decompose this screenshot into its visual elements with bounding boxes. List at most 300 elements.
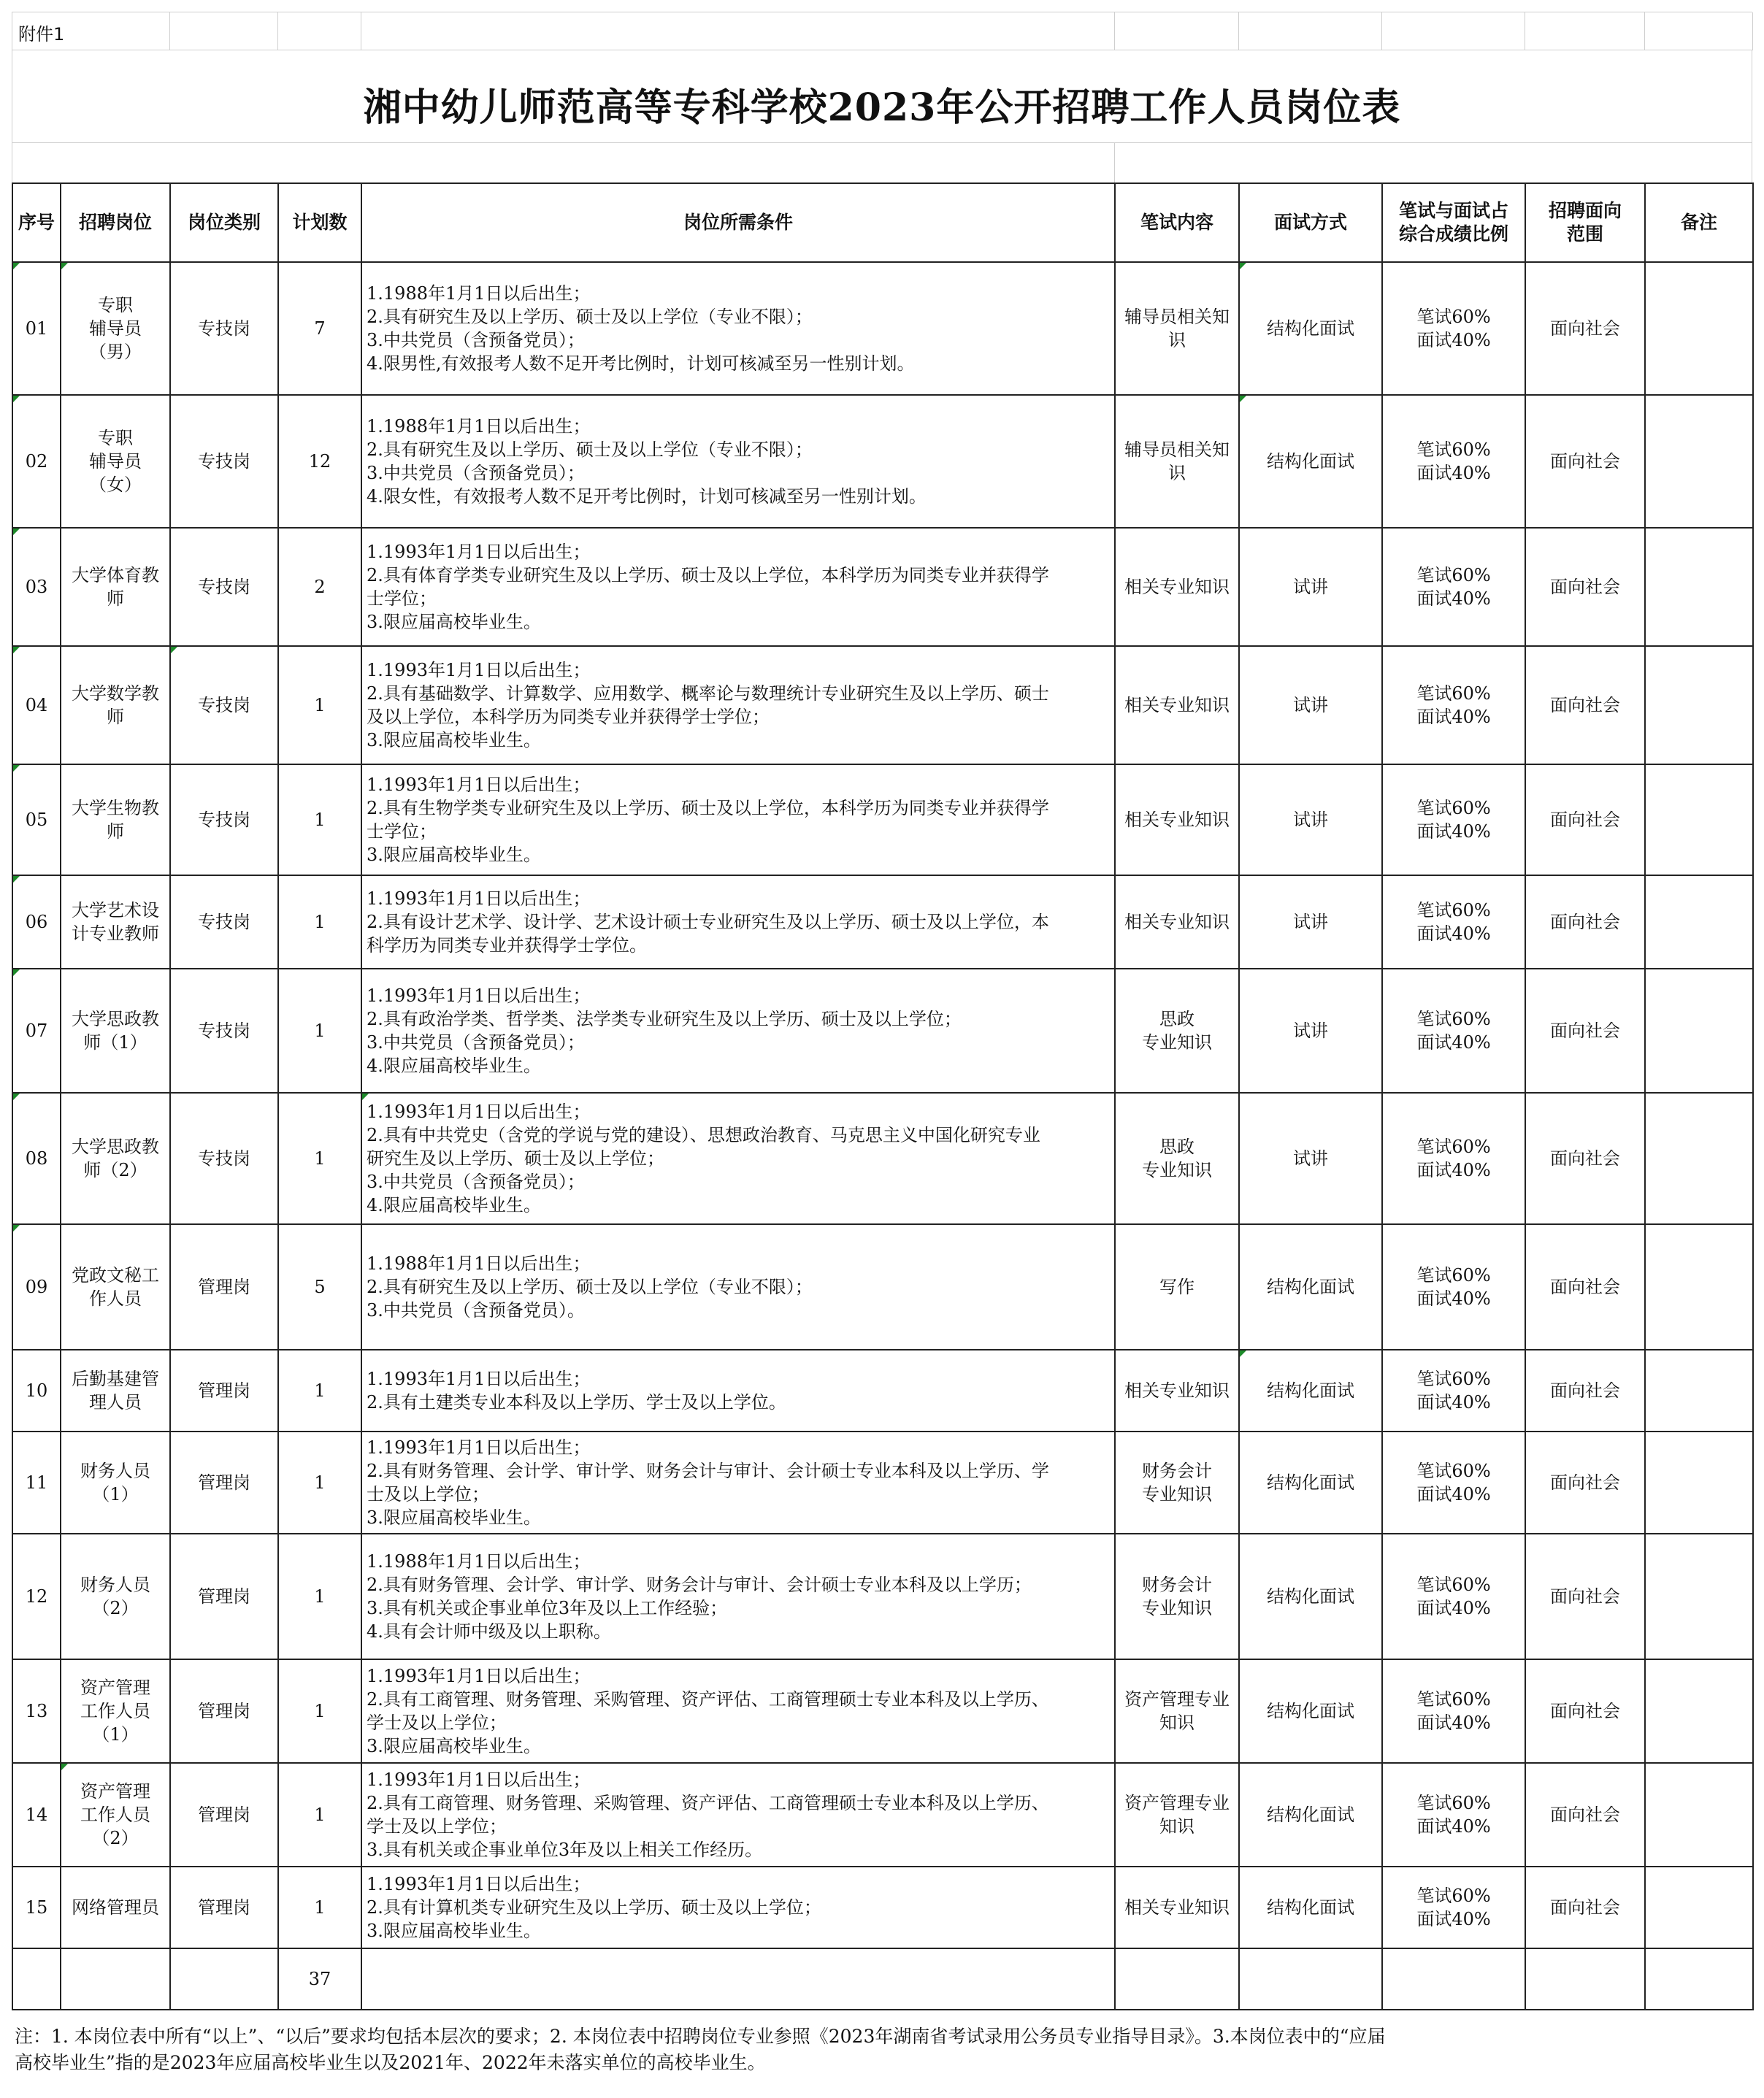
cell-position-line: 大学艺术设 [72, 900, 159, 921]
cell-requirements[interactable] [361, 1867, 1115, 1948]
cell-ratio-line: 笔试60% [1416, 1886, 1491, 1906]
cell-ratio-line: 笔试60% [1416, 565, 1491, 585]
cell-position-line: （男） [89, 342, 142, 362]
cell-written[interactable] [1115, 646, 1239, 764]
cell-position-line: 网络管理员 [72, 1897, 159, 1918]
cell-written-line: 思政 [1159, 1009, 1194, 1029]
cell-requirements-line: 3.限应届高校毕业生。 [367, 730, 541, 750]
cell-position[interactable] [61, 395, 170, 528]
cell-no[interactable]: 09 [12, 1224, 61, 1350]
cell-requirements-line: 4.限应届高校毕业生。 [367, 1195, 541, 1215]
cell-ratio-line: 笔试60% [1416, 1369, 1491, 1389]
cell-requirements-line: 3.限应届高校毕业生。 [367, 1736, 541, 1756]
cell-position-line: 工作人员 [80, 1701, 150, 1721]
cell-requirements-line: 2.具有生物学类专业研究生及以上学历、硕士及以上学位，本科学历为同类专业并获得学 [367, 798, 1049, 818]
cell-count[interactable]: 1 [278, 1534, 361, 1659]
cell-requirements-line: 1.1993年1月1日以后出生； [367, 1369, 591, 1389]
cell-requirements[interactable] [361, 1659, 1115, 1763]
cell-scope[interactable]: 面向社会 [1525, 1432, 1645, 1534]
cell-position-line: 专职 [98, 295, 133, 315]
cell-requirements[interactable] [361, 262, 1115, 395]
cell-ratio-line: 面试40% [1416, 463, 1491, 483]
table-row [12, 1763, 1753, 1867]
cell-no[interactable]: 13 [12, 1659, 61, 1763]
cell-written[interactable] [1115, 1350, 1239, 1432]
cell-requirements-line: 研究生及以上学历、硕士及以上学位； [367, 1148, 664, 1169]
cell-no[interactable]: 05 [12, 764, 61, 875]
cell-scope[interactable]: 面向社会 [1525, 1659, 1645, 1763]
cell-remarks[interactable] [1645, 875, 1753, 969]
cell-position-line: 师（2） [83, 1160, 147, 1180]
table-row [12, 764, 1753, 875]
cell-e3[interactable] [1115, 143, 1753, 182]
cell-requirements[interactable] [361, 1763, 1115, 1867]
cell-ratio-line: 面试40% [1416, 707, 1491, 727]
cell-written[interactable] [1115, 969, 1239, 1093]
cell-requirements[interactable] [361, 528, 1115, 646]
cell-requirements-line: 3.限应届高校毕业生。 [367, 845, 541, 865]
cell-ratio[interactable] [1382, 528, 1525, 646]
cell-remarks[interactable] [1645, 1224, 1753, 1350]
cell-requirements-line: 1.1988年1月1日以后出生； [367, 1551, 591, 1572]
cell-ratio[interactable] [1382, 1350, 1525, 1432]
cell-ratio[interactable] [1382, 969, 1525, 1093]
cell-count[interactable]: 5 [278, 1224, 361, 1350]
cell-count[interactable]: 1 [278, 1659, 361, 1763]
cell-count[interactable]: 2 [278, 528, 361, 646]
total-blank-cell[interactable] [170, 1948, 278, 2010]
cell-requirements-line: 1.1993年1月1日以后出生； [367, 888, 591, 909]
total-blank-cell[interactable] [61, 1948, 170, 2010]
cell-scope[interactable]: 面向社会 [1525, 1867, 1645, 1948]
cell-requirements-line: 1.1993年1月1日以后出生； [367, 1874, 591, 1894]
cell-no[interactable]: 08 [12, 1093, 61, 1224]
cell-interview[interactable]: 结构化面试 [1239, 1867, 1382, 1948]
cell-ratio-line: 笔试60% [1416, 683, 1491, 704]
cell-no[interactable]: 01 [12, 262, 61, 395]
table-row [12, 1867, 1753, 1948]
cell-b1[interactable] [170, 12, 278, 50]
cell-count[interactable]: 1 [278, 875, 361, 969]
cell-position[interactable] [61, 1659, 170, 1763]
table-row [12, 1093, 1753, 1224]
cell-ratio-line: 面试40% [1416, 1816, 1491, 1837]
table-row [12, 1350, 1753, 1432]
cell-position-line: 大学思政教 [72, 1137, 159, 1157]
cell-requirements-line: 士及以上学位； [367, 1484, 489, 1505]
cell-position-line: 专职 [98, 428, 133, 448]
cell-e1[interactable] [1115, 12, 1239, 50]
cell-count[interactable]: 1 [278, 1867, 361, 1948]
cell-ratio-line: 笔试60% [1416, 1793, 1491, 1813]
cell-requirements[interactable] [361, 1093, 1115, 1224]
cell-category[interactable]: 管理岗 [170, 1763, 278, 1867]
cell-ratio[interactable] [1382, 262, 1525, 395]
cell-ratio-line: 面试40% [1416, 588, 1491, 609]
cell-interview[interactable]: 结构化面试 [1239, 1224, 1382, 1350]
cell-ratio-line: 笔试60% [1416, 439, 1491, 460]
cell-interview[interactable]: 试讲 [1239, 646, 1382, 764]
cell-requirements-line: 2.具有财务管理、会计学、审计学、财务会计与审计、会计硕士专业本科及以上学历； [367, 1575, 1032, 1595]
cell-category[interactable]: 专技岗 [170, 395, 278, 528]
cell-ratio-line: 面试40% [1416, 1598, 1491, 1618]
cell-written-line: 相关专业知识 [1124, 810, 1230, 830]
cell-written[interactable] [1115, 1867, 1239, 1948]
cell-requirements-line: 学士及以上学位； [367, 1816, 507, 1837]
cell-written[interactable] [1115, 262, 1239, 395]
cell-requirements-line: 2.具有工商管理、财务管理、采购管理、资产评估、工商管理硕士专业本科及以上学历、 [367, 1793, 1049, 1813]
cell-position-line: 财务人员 [80, 1575, 150, 1595]
total-blank-cell[interactable] [1525, 1948, 1645, 2010]
cell-requirements-line: 2.具有设计艺术学、设计学、艺术设计硕士专业研究生及以上学历、硕士及以上学位，本 [367, 912, 1049, 932]
cell-requirements-line: 3.限应届高校毕业生。 [367, 1507, 541, 1528]
cell-scope[interactable]: 面向社会 [1525, 262, 1645, 395]
cell-scope[interactable]: 面向社会 [1525, 1224, 1645, 1350]
total-blank-cell[interactable] [12, 1948, 61, 2010]
cell-scope[interactable]: 面向社会 [1525, 1350, 1645, 1432]
cell-category[interactable]: 管理岗 [170, 1224, 278, 1350]
cell-written[interactable] [1115, 764, 1239, 875]
cell-position[interactable] [61, 1224, 170, 1350]
cell-ratio[interactable] [1382, 764, 1525, 875]
total-blank-cell[interactable] [1115, 1948, 1239, 2010]
cell-requirements[interactable] [361, 646, 1115, 764]
cell-position[interactable] [61, 646, 170, 764]
cell-ratio[interactable] [1382, 875, 1525, 969]
cell-category[interactable]: 专技岗 [170, 262, 278, 395]
cell-g1[interactable] [1382, 12, 1525, 50]
cell-ratio-line: 面试40% [1416, 1484, 1491, 1505]
cell-scope[interactable]: 面向社会 [1525, 969, 1645, 1093]
cell-scope[interactable]: 面向社会 [1525, 764, 1645, 875]
cell-requirements-line: 2.具有研究生及以上学历、硕士及以上学位（专业不限）； [367, 439, 813, 460]
header-ratio [1382, 183, 1525, 262]
cell-no[interactable]: 03 [12, 528, 61, 646]
cell-position[interactable] [61, 1093, 170, 1224]
cell-interview[interactable]: 试讲 [1239, 969, 1382, 1093]
cell-no[interactable]: 06 [12, 875, 61, 969]
cell-written-line: 辅导员相关知 [1124, 307, 1230, 327]
cell-position-line: 大学生物教 [72, 798, 159, 818]
cell-a3[interactable] [12, 143, 1115, 182]
cell-position-line: 资产管理 [80, 1678, 150, 1698]
cell-h1[interactable] [1525, 12, 1645, 50]
cell-f1[interactable] [1239, 12, 1382, 50]
cell-written[interactable] [1115, 875, 1239, 969]
cell-requirements[interactable] [361, 764, 1115, 875]
cell-position-line: 大学思政教 [72, 1009, 159, 1029]
cell-no[interactable]: 10 [12, 1350, 61, 1432]
cell-c1[interactable] [278, 12, 361, 50]
cell-category[interactable]: 专技岗 [170, 764, 278, 875]
table-row [12, 262, 1753, 395]
cell-remarks[interactable] [1645, 1093, 1753, 1224]
cell-ratio[interactable] [1382, 1534, 1525, 1659]
cell-requirements[interactable] [361, 1432, 1115, 1534]
cell-position[interactable] [61, 528, 170, 646]
cell-position-line: （1） [92, 1484, 139, 1505]
cell-ratio[interactable] [1382, 1093, 1525, 1224]
cell-count[interactable]: 1 [278, 764, 361, 875]
cell-count[interactable]: 1 [278, 969, 361, 1093]
cell-scope[interactable]: 面向社会 [1525, 1534, 1645, 1659]
cell-ratio-line: 笔试60% [1416, 1137, 1491, 1157]
cell-category[interactable]: 专技岗 [170, 875, 278, 969]
cell-requirements-line: 及以上学位，本科学历为同类专业并获得学士学位； [367, 707, 770, 727]
table-body [12, 262, 1753, 2010]
cell-requirements-line: 1.1993年1月1日以后出生； [367, 1102, 591, 1122]
cell-requirements-line: 2.具有土建类专业本科及以上学历、学士及以上学位。 [367, 1392, 786, 1413]
cell-written[interactable] [1115, 1534, 1239, 1659]
blank-row [12, 143, 1752, 182]
cell-position[interactable] [61, 1763, 170, 1867]
cell-no[interactable]: 07 [12, 969, 61, 1093]
cell-remarks[interactable] [1645, 764, 1753, 875]
cell-ratio-line: 面试40% [1416, 1392, 1491, 1413]
total-count[interactable]: 37 [278, 1948, 361, 2010]
cell-position[interactable] [61, 1534, 170, 1659]
cell-position-line: 党政文秘工 [72, 1265, 159, 1286]
cell-position[interactable] [61, 1432, 170, 1534]
cell-written-line: 资产管理专业 [1124, 1689, 1230, 1710]
cell-ratio-line: 笔试60% [1416, 1689, 1491, 1710]
cell-remarks[interactable] [1645, 646, 1753, 764]
cell-remarks[interactable] [1645, 1350, 1753, 1432]
header-remarks: 备注 [1645, 183, 1753, 262]
cell-interview[interactable]: 试讲 [1239, 1093, 1382, 1224]
cell-position[interactable] [61, 1867, 170, 1948]
cell-requirements-line: 1.1988年1月1日以后出生； [367, 1253, 591, 1274]
cell-category[interactable]: 管理岗 [170, 1659, 278, 1763]
total-row [12, 1948, 1753, 2010]
cell-category[interactable]: 管理岗 [170, 1432, 278, 1534]
cell-position[interactable] [61, 875, 170, 969]
cell-position-line: 作人员 [89, 1288, 142, 1309]
cell-scope[interactable]: 面向社会 [1525, 1093, 1645, 1224]
cell-requirements-line: 4.限男性,有效报考人数不足开考比例时，计划可核减至另一性别计划。 [367, 353, 915, 374]
cell-remarks[interactable] [1645, 1534, 1753, 1659]
cell-requirements-line: 2.具有研究生及以上学历、硕士及以上学位（专业不限）； [367, 307, 813, 327]
cell-ratio-line: 笔试60% [1416, 1461, 1491, 1481]
cell-written-line: 知识 [1159, 1713, 1194, 1733]
cell-scope[interactable]: 面向社会 [1525, 1763, 1645, 1867]
table-row [12, 1659, 1753, 1763]
cell-interview[interactable]: 结构化面试 [1239, 1432, 1382, 1534]
cell-ratio[interactable] [1382, 646, 1525, 764]
cell-requirements-line: 科学历为同类专业并获得学士学位。 [367, 935, 647, 956]
cell-position[interactable] [61, 969, 170, 1093]
cell-ratio[interactable] [1382, 1763, 1525, 1867]
cell-requirements-line: 1.1988年1月1日以后出生； [367, 283, 591, 304]
cell-count[interactable]: 1 [278, 1093, 361, 1224]
cell-requirements[interactable] [361, 1350, 1115, 1432]
cell-interview[interactable]: 结构化面试 [1239, 1350, 1382, 1432]
cell-ratio[interactable] [1382, 1224, 1525, 1350]
cell-ratio[interactable] [1382, 1432, 1525, 1534]
cell-count[interactable]: 1 [278, 646, 361, 764]
cell-remarks[interactable] [1645, 1432, 1753, 1534]
cell-scope[interactable]: 面向社会 [1525, 646, 1645, 764]
cell-ratio-line: 面试40% [1416, 1713, 1491, 1733]
cell-remarks[interactable] [1645, 1763, 1753, 1867]
total-blank-cell[interactable] [1239, 1948, 1382, 2010]
cell-requirements[interactable] [361, 1224, 1115, 1350]
cell-requirements-line: 1.1993年1月1日以后出生； [367, 1437, 591, 1458]
cell-category[interactable]: 管理岗 [170, 1867, 278, 1948]
total-blank-cell[interactable] [1382, 1948, 1525, 2010]
table-row [12, 395, 1753, 528]
cell-position-line: 理人员 [89, 1392, 142, 1413]
cell-position[interactable] [61, 1350, 170, 1432]
cell-requirements-line: 1.1993年1月1日以后出生； [367, 660, 591, 680]
header-requirements: 岗位所需条件 [361, 183, 1115, 262]
cell-written[interactable] [1115, 1659, 1239, 1763]
cell-ratio[interactable] [1382, 395, 1525, 528]
cell-category[interactable]: 管理岗 [170, 1534, 278, 1659]
cell-remarks[interactable] [1645, 262, 1753, 395]
cell-ratio[interactable] [1382, 1659, 1525, 1763]
cell-requirements-line: 3.中共党员（含预备党员）； [367, 463, 585, 483]
header-no: 序号 [12, 183, 61, 262]
table-row [12, 528, 1753, 646]
top-blank-row [12, 12, 1752, 50]
cell-position-line: （2） [92, 1598, 139, 1618]
cell-written[interactable] [1115, 1224, 1239, 1350]
cell-position-line: 计专业教师 [72, 923, 159, 944]
cell-interview[interactable]: 试讲 [1239, 528, 1382, 646]
cell-written-line: 写作 [1159, 1277, 1194, 1297]
cell-category[interactable]: 专技岗 [170, 969, 278, 1093]
cell-written-line: 专业知识 [1142, 1598, 1212, 1618]
cell-no[interactable]: 11 [12, 1432, 61, 1534]
cell-no[interactable]: 02 [12, 395, 61, 528]
cell-ratio-line: 面试40% [1416, 1032, 1491, 1053]
cell-written-line: 知识 [1159, 1816, 1194, 1837]
cell-count[interactable]: 1 [278, 1350, 361, 1432]
cell-written-line: 财务会计 [1142, 1575, 1212, 1595]
cell-interview[interactable]: 结构化面试 [1239, 1659, 1382, 1763]
cell-requirements-line: 学士及以上学位； [367, 1713, 507, 1733]
header-count: 计划数 [278, 183, 361, 262]
cell-remarks[interactable] [1645, 1659, 1753, 1763]
cell-scope[interactable]: 面向社会 [1525, 395, 1645, 528]
cell-requirements-line: 3.具有机关或企事业单位3年及以上相关工作经历。 [367, 1840, 763, 1860]
cell-requirements-line: 2.具有基础数学、计算数学、应用数学、概率论与数理统计专业研究生及以上学历、硕士 [367, 683, 1049, 704]
cell-written[interactable] [1115, 1093, 1239, 1224]
cell-count[interactable]: 1 [278, 1763, 361, 1867]
cell-written-line: 专业知识 [1142, 1160, 1212, 1180]
cell-written-line: 思政 [1159, 1137, 1194, 1157]
cell-count[interactable]: 1 [278, 1432, 361, 1534]
cell-a1[interactable] [12, 12, 170, 50]
cell-count[interactable]: 12 [278, 395, 361, 528]
cell-requirements-line: 1.1993年1月1日以后出生； [367, 985, 591, 1006]
cell-category[interactable]: 管理岗 [170, 1350, 278, 1432]
cell-i1[interactable] [1645, 12, 1753, 50]
cell-requirements[interactable] [361, 395, 1115, 528]
cell-ratio-line: 笔试60% [1416, 900, 1491, 921]
header-position: 招聘岗位 [61, 183, 170, 262]
cell-ratio-line: 面试40% [1416, 1160, 1491, 1180]
cell-interview[interactable]: 结构化面试 [1239, 1534, 1382, 1659]
cell-interview[interactable]: 结构化面试 [1239, 262, 1382, 395]
cell-written[interactable] [1115, 528, 1239, 646]
cell-written-line: 财务会计 [1142, 1461, 1212, 1481]
cell-scope[interactable]: 面向社会 [1525, 875, 1645, 969]
cell-category[interactable]: 专技岗 [170, 528, 278, 646]
cell-position-line: （1） [92, 1724, 139, 1745]
cell-position-line: （女） [89, 474, 142, 495]
cell-requirements-line: 2.具有政治学类、哲学类、法学类专业研究生及以上学历、硕士及以上学位； [367, 1009, 962, 1029]
cell-written[interactable] [1115, 1763, 1239, 1867]
cell-ratio-line: 笔试60% [1416, 798, 1491, 818]
cell-remarks[interactable] [1645, 395, 1753, 528]
cell-d1[interactable] [361, 12, 1115, 50]
title-row [12, 50, 1752, 143]
cell-position-line: （2） [92, 1828, 139, 1848]
positions-table [12, 182, 1754, 2010]
cell-no[interactable]: 04 [12, 646, 61, 764]
cell-position-line: 辅导员 [89, 451, 142, 472]
cell-interview[interactable]: 试讲 [1239, 875, 1382, 969]
cell-requirements-line: 士学位； [367, 588, 437, 609]
attachment-label: 附件1 [18, 24, 65, 45]
table-row [12, 646, 1753, 764]
cell-position[interactable] [61, 262, 170, 395]
cell-scope[interactable]: 面向社会 [1525, 528, 1645, 646]
table-row [12, 1534, 1753, 1659]
cell-requirements[interactable] [361, 1534, 1115, 1659]
cell-requirements-line: 3.具有机关或企事业单位3年及以上工作经验； [367, 1598, 728, 1618]
cell-position[interactable] [61, 764, 170, 875]
cell-written[interactable] [1115, 1432, 1239, 1534]
cell-position-line: 师 [107, 821, 124, 842]
cell-written-line: 资产管理专业 [1124, 1793, 1230, 1813]
total-blank-cell[interactable] [1645, 1948, 1753, 2010]
cell-written-line: 相关专业知识 [1124, 1897, 1230, 1918]
cell-remarks[interactable] [1645, 528, 1753, 646]
cell-interview[interactable]: 试讲 [1239, 764, 1382, 875]
cell-interview[interactable]: 结构化面试 [1239, 1763, 1382, 1867]
cell-written[interactable] [1115, 395, 1239, 528]
cell-remarks[interactable] [1645, 969, 1753, 1093]
cell-requirements-line: 3.中共党员（含预备党员）； [367, 1032, 585, 1053]
table-row [12, 1224, 1753, 1350]
total-blank-cell[interactable] [361, 1948, 1115, 2010]
cell-ratio-line: 面试40% [1416, 1288, 1491, 1309]
cell-requirements-line: 1.1993年1月1日以后出生； [367, 775, 591, 795]
footnote-line: 高校毕业生”指的是2023年应届高校毕业生以及2021年、2022年未落实单位的高校毕业生。 [15, 2052, 766, 2073]
cell-ratio-line: 面试40% [1416, 1909, 1491, 1929]
cell-remarks[interactable] [1645, 1867, 1753, 1948]
cell-no[interactable]: 12 [12, 1534, 61, 1659]
cell-position-line: 资产管理 [80, 1781, 150, 1802]
cell-requirements[interactable] [361, 969, 1115, 1093]
header-interview: 面试方式 [1239, 183, 1382, 262]
cell-requirements-line: 1.1993年1月1日以后出生； [367, 1770, 591, 1790]
cell-category[interactable]: 专技岗 [170, 1093, 278, 1224]
cell-ratio-line: 笔试60% [1416, 307, 1491, 327]
cell-position-line: 大学体育教 [72, 565, 159, 585]
cell-ratio[interactable] [1382, 1867, 1525, 1948]
cell-category[interactable]: 专技岗 [170, 646, 278, 764]
header-written: 笔试内容 [1115, 183, 1239, 262]
cell-count[interactable]: 7 [278, 262, 361, 395]
cell-no[interactable]: 15 [12, 1867, 61, 1948]
cell-no[interactable]: 14 [12, 1763, 61, 1867]
cell-interview[interactable]: 结构化面试 [1239, 395, 1382, 528]
cell-requirements[interactable] [361, 875, 1115, 969]
